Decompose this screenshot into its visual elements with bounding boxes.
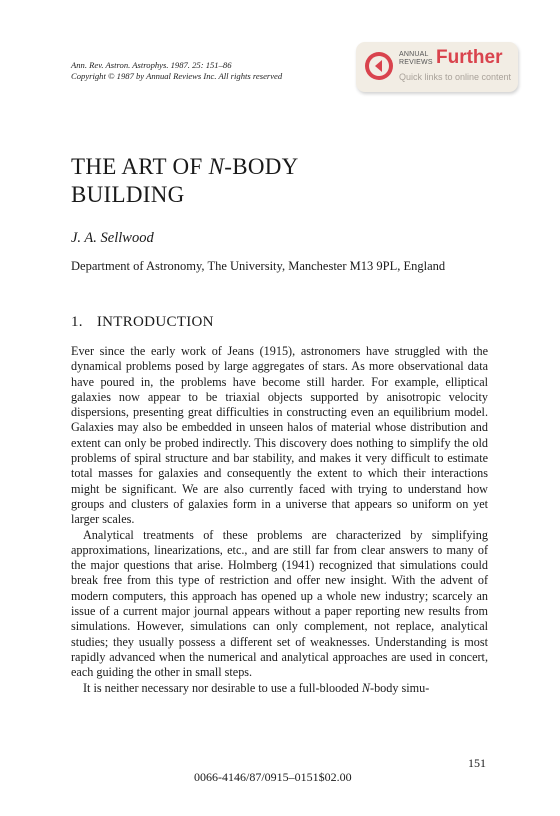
paragraph (71, 681, 488, 696)
reviews-label: REVIEWS (399, 58, 433, 66)
section-number: 1. (71, 314, 83, 330)
copyright-notice: Copyright © 1987 by Annual Reviews Inc. All rights reserved (71, 71, 283, 81)
journal-reference (71, 60, 282, 82)
further-label: Further (436, 47, 503, 68)
journal-citation: Ann. Rev. Astron. Astrophys. 1987. 25: 151–86 (71, 60, 232, 70)
title-part: BUILDING (71, 182, 185, 207)
page-number: 151 (468, 756, 486, 770)
article-body (71, 344, 488, 696)
paragraph: Ever since the early work of Jeans (1915), astronomers have struggled with the dynamical problems posed by large aggregates of stars. As more observational data have poured in, the problems have become still harder. For example, elliptical galaxies now appear to be triaxial objects supported by anisotropic velocity dispersions, presenting great difficulties in constructing even an equilibrium model. Galaxies may also be embedded in unseen halos of material whose distribution and extent can only be probed indirectly. This discovery does nothing to simplify the old problems of spiral structure and bar stability, and makes it very difficult to estimate total masses for galaxies and consequently the extent to which their interactions might be significant. We are also currently faced with trying to understand how groups and clusters of galaxies form in a universe that appears so uniform on yet larger scales. (71, 344, 488, 527)
section-title: INTRODUCTION (96, 314, 214, 330)
article-title (71, 153, 299, 209)
play-arrow-icon (365, 52, 393, 80)
paragraph-text: It is neither necessary nor desirable to use a full-blooded (83, 680, 362, 695)
title-part: -BODY (224, 154, 299, 179)
quick-links-label[interactable]: Quick links to online content (399, 72, 512, 82)
paragraph: Analytical treatments of these problems are characterized by simplifying approximations, linearizations, etc., and are still far from clear answers to many of the major questions that arise. Holmberg (1941) recognized that simulations could break free from this type of restriction and offer new insight. With the advent of modern computers, this approach has opened up a whole new industry; scarcely an issue of a current major journal appears without a paper reporting new results from simulations. However, simulations can only complement, not replace, analytical studies; they usually possess a different set of weaknesses. Understanding is most rapidly advanced when the numerical and analytical approaches are used in concert, each guiding the other in small steps. (71, 527, 488, 680)
paragraph-italic-n: N (361, 680, 371, 695)
paragraph-text: -body simu- (370, 680, 430, 695)
title-italic-n: N (208, 154, 225, 179)
author-affiliation: Department of Astronomy, The University, Manchester M13 9PL, England (71, 259, 446, 273)
annual-reviews-further-badge[interactable] (356, 42, 518, 92)
title-part: THE ART OF (71, 154, 209, 179)
section-heading (71, 314, 214, 331)
author-name: J. A. Sellwood (71, 230, 154, 246)
annual-label: ANNUAL (399, 51, 429, 58)
annual-reviews-logo-text (399, 51, 433, 66)
price-code: 0066-4146/87/0915–0151$02.00 (194, 770, 352, 784)
